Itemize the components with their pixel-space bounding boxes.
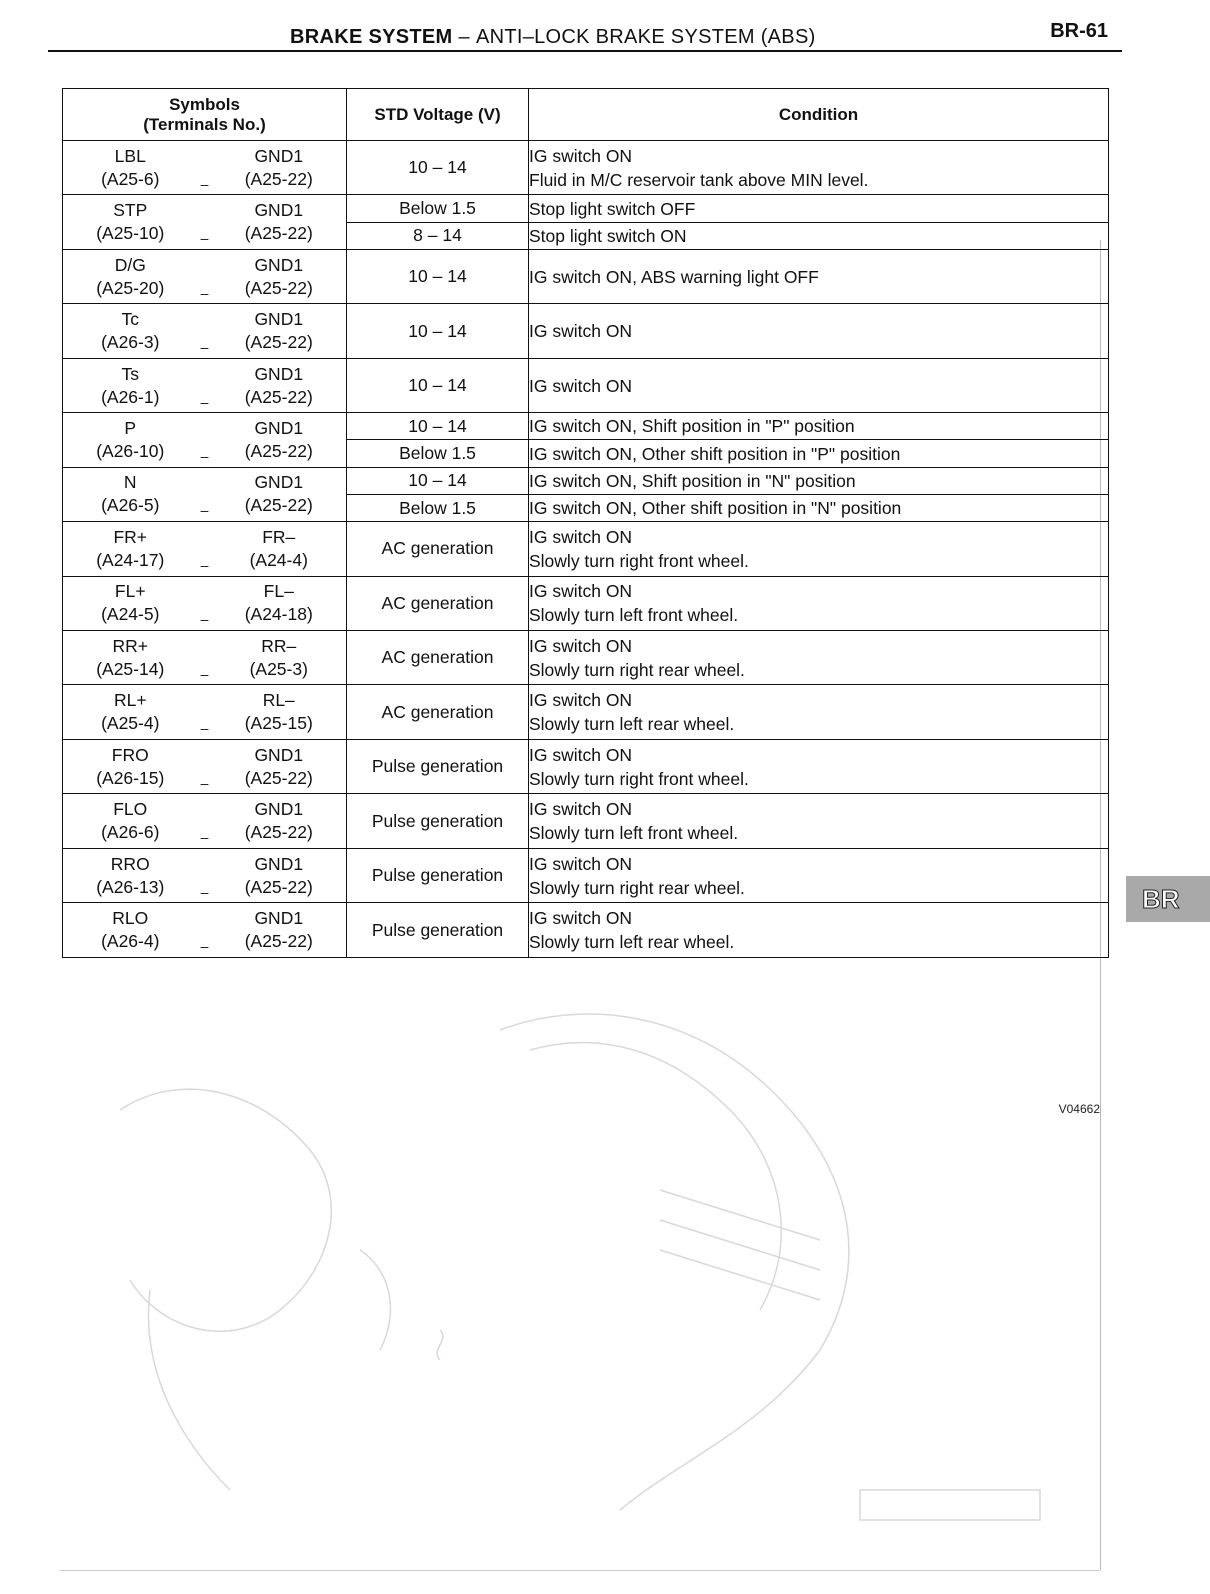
symbol-b: GND1 [254,799,304,820]
symbol-dash: – [200,230,209,247]
terminal-a: (A26-5) [101,495,160,516]
condition-cell [529,494,1109,521]
condition-line: Slowly turn right front wheel. [529,550,749,571]
terminal-b: (A25-3) [249,658,308,679]
symbol-dash: – [200,883,209,900]
terminal-symbols-cell [63,522,347,576]
std-voltage: Pulse generation [347,739,529,793]
terminal-a: (A24-5) [101,604,160,625]
symbol-dash: – [200,175,209,192]
condition-cell [529,222,1109,249]
condition-line: IG switch ON [529,375,633,396]
terminal-symbols [63,363,346,409]
condition-line: Slowly turn left rear wheel. [529,932,735,953]
terminal-a: (A26-3) [101,332,160,353]
page-title [290,26,816,49]
condition-line: IG switch ON, Shift position in "P" position [529,416,855,437]
title-separator: – [458,26,470,48]
condition-cell [529,848,1109,902]
condition-line: IG switch ON [529,635,633,656]
section-tab-label: BR [1142,883,1180,914]
symbol-b: GND1 [254,254,304,275]
terminal-symbols-cell [63,141,347,195]
condition-line: IG switch ON [529,321,633,342]
symbol-dash: – [200,720,209,737]
std-voltage: Pulse generation [347,848,529,902]
symbol-b: GND1 [254,744,304,765]
symbol-a: FLO [113,799,148,820]
terminal-symbols [63,635,346,681]
condition-cell [529,141,1109,195]
terminal-a: (A25-4) [101,713,160,734]
table-row [63,413,1109,440]
condition-line: Stop light switch OFF [529,198,696,219]
condition-line: Slowly turn right rear wheel. [529,877,745,898]
terminal-a: (A26-13) [96,876,165,897]
symbol-a: RRO [110,853,150,874]
table-header-row [63,89,1109,141]
terminal-symbols [63,744,346,790]
terminal-a: (A26-15) [96,767,165,788]
table-row [63,685,1109,739]
bleed-through-illustration [60,990,1100,1550]
symbol-dash: – [200,284,209,301]
std-voltage: Pulse generation [347,903,529,958]
terminal-symbols [63,580,346,626]
condition-line: Fluid in M/C reservoir tank above MIN level. [529,169,869,190]
terminal-symbols [63,907,346,953]
symbol-a: P [124,417,137,438]
symbol-a: N [123,472,137,493]
symbol-b: GND1 [254,145,304,166]
terminal-a: (A24-17) [96,549,165,570]
figure-code: V04662 [1058,1102,1100,1116]
symbol-a: STP [113,200,148,221]
table-row [63,141,1109,195]
condition-line: Slowly turn right rear wheel. [529,659,745,680]
abs-voltage-table [62,88,1109,958]
condition-cell [529,794,1109,848]
terminal-symbols [63,254,346,300]
symbol-dash: – [200,774,209,791]
condition-line: Stop light switch ON [529,225,687,246]
condition-cell [529,685,1109,739]
terminal-symbols-cell [63,903,347,958]
condition-cell [529,413,1109,440]
condition-line: IG switch ON [529,581,633,602]
std-voltage: Below 1.5 [347,440,529,467]
header-symbols [63,89,347,141]
symbol-a: FR+ [113,526,148,547]
std-voltage: 10 – 14 [347,358,529,412]
header-rule [48,50,1122,52]
std-voltage: 10 – 14 [347,413,529,440]
condition-line: Slowly turn left front wheel. [529,823,739,844]
symbol-a: FL+ [114,581,146,602]
symbol-dash: – [200,611,209,628]
condition-line: IG switch ON [529,145,633,166]
header-condition: Condition [529,89,1109,141]
symbol-b: FR– [262,526,296,547]
std-voltage: Below 1.5 [347,195,529,222]
terminal-symbols-cell [63,576,347,630]
table-row [63,739,1109,793]
table-row [63,467,1109,494]
table-row [63,848,1109,902]
page-number: BR-61 [1050,20,1108,42]
std-voltage: 10 – 14 [347,304,529,358]
condition-cell [529,576,1109,630]
symbol-a: FRO [111,744,149,765]
condition-line: IG switch ON [529,690,633,711]
header-symbols-line1: Symbols [169,94,240,114]
terminal-b: (A25-22) [244,440,313,461]
symbol-a: LBL [114,145,146,166]
symbol-a: D/G [114,254,146,275]
terminal-symbols-cell [63,249,347,303]
symbol-dash: – [200,556,209,573]
condition-cell [529,467,1109,494]
table-body [63,141,1109,958]
symbol-b: GND1 [254,417,304,438]
std-voltage: AC generation [347,631,529,685]
table-row [63,195,1109,222]
terminal-b: (A25-22) [244,822,313,843]
std-voltage: Below 1.5 [347,494,529,521]
condition-line: Slowly turn right front wheel. [529,768,749,789]
terminal-a: (A25-14) [96,658,165,679]
terminal-symbols-cell [63,358,347,412]
symbol-dash: – [200,502,209,519]
condition-line: Slowly turn left front wheel. [529,605,739,626]
symbol-b: GND1 [254,908,304,929]
symbol-b: RR– [261,635,297,656]
condition-line: IG switch ON, Other shift position in "P" position [529,443,901,464]
symbol-dash: – [200,938,209,955]
terminal-symbols-cell [63,685,347,739]
terminal-symbols [63,145,346,191]
std-voltage: AC generation [347,522,529,576]
std-voltage: Pulse generation [347,794,529,848]
terminal-b: (A25-22) [244,223,313,244]
terminal-symbols-cell [63,739,347,793]
terminal-b: (A25-15) [244,713,313,734]
header-voltage: STD Voltage (V) [347,89,529,141]
condition-line: IG switch ON [529,799,633,820]
condition-cell [529,304,1109,358]
terminal-symbols [63,689,346,735]
header-symbols-line2: (Terminals No.) [143,114,266,134]
symbol-b: GND1 [254,200,304,221]
section-tab [1126,876,1210,922]
table-row [63,358,1109,412]
symbol-dash: – [200,829,209,846]
table-row [63,304,1109,358]
std-voltage: 8 – 14 [347,222,529,249]
terminal-b: (A25-22) [244,931,313,952]
std-voltage: AC generation [347,576,529,630]
table-row [63,631,1109,685]
terminal-symbols [63,471,346,517]
terminal-symbols-cell [63,195,347,249]
symbol-dash: – [200,447,209,464]
std-voltage: 10 – 14 [347,141,529,195]
table-row [63,794,1109,848]
condition-cell [529,195,1109,222]
table-row [63,576,1109,630]
condition-line: IG switch ON [529,744,633,765]
terminal-symbols-cell [63,413,347,467]
terminal-a: (A25-6) [101,168,160,189]
std-voltage: 10 – 14 [347,249,529,303]
symbol-b: GND1 [254,472,304,493]
symbol-a: RL+ [113,690,147,711]
terminal-b: (A25-22) [244,168,313,189]
condition-cell [529,522,1109,576]
symbol-b: RL– [262,690,295,711]
terminal-b: (A25-22) [244,495,313,516]
terminal-b: (A25-22) [244,386,313,407]
terminal-b: (A25-22) [244,767,313,788]
condition-line: IG switch ON, Other shift position in "N" position [529,498,902,519]
symbol-dash: – [200,339,209,356]
condition-cell [529,903,1109,958]
condition-cell [529,631,1109,685]
table-row [63,249,1109,303]
terminal-symbols-cell [63,794,347,848]
terminal-b: (A25-22) [244,332,313,353]
condition-cell [529,440,1109,467]
condition-line: Slowly turn left rear wheel. [529,714,735,735]
title-main: BRAKE SYSTEM [290,26,453,48]
symbol-a: Ts [121,363,139,384]
terminal-b: (A24-4) [249,549,308,570]
std-voltage: AC generation [347,685,529,739]
terminal-a: (A26-4) [101,931,160,952]
page-bottom-line [60,1570,1100,1571]
terminal-symbols [63,853,346,899]
terminal-b: (A24-18) [244,604,313,625]
table-row [63,903,1109,958]
terminal-a: (A26-1) [101,386,160,407]
symbol-b: GND1 [254,363,304,384]
condition-line: IG switch ON [529,853,633,874]
symbol-dash: – [200,665,209,682]
condition-line: IG switch ON [529,526,633,547]
title-sub: ANTI–LOCK BRAKE SYSTEM (ABS) [475,26,816,48]
symbol-a: Tc [121,309,139,330]
terminal-symbols [63,417,346,463]
terminal-a: (A25-20) [96,277,165,298]
symbol-a: RR+ [112,635,148,656]
condition-line: IG switch ON, ABS warning light OFF [529,266,819,287]
condition-line: IG switch ON [529,908,633,929]
terminal-a: (A26-6) [101,822,160,843]
terminal-b: (A25-22) [244,277,313,298]
symbol-a: RLO [112,908,149,929]
terminal-symbols-cell [63,631,347,685]
symbol-b: FL– [263,581,294,602]
symbol-b: GND1 [254,853,304,874]
terminal-symbols-cell [63,848,347,902]
std-voltage: 10 – 14 [347,467,529,494]
condition-cell [529,358,1109,412]
symbol-dash: – [200,393,209,410]
terminal-symbols [63,199,346,245]
condition-line: IG switch ON, Shift position in "N" position [529,470,856,491]
terminal-symbols-cell [63,304,347,358]
terminal-b: (A25-22) [244,876,313,897]
terminal-symbols [63,526,346,572]
terminal-symbols [63,308,346,354]
symbol-b: GND1 [254,309,304,330]
terminal-a: (A25-10) [96,223,165,244]
terminal-symbols-cell [63,467,347,521]
condition-cell [529,249,1109,303]
terminal-symbols [63,798,346,844]
terminal-a: (A26-10) [96,440,165,461]
table-row [63,522,1109,576]
condition-cell [529,739,1109,793]
